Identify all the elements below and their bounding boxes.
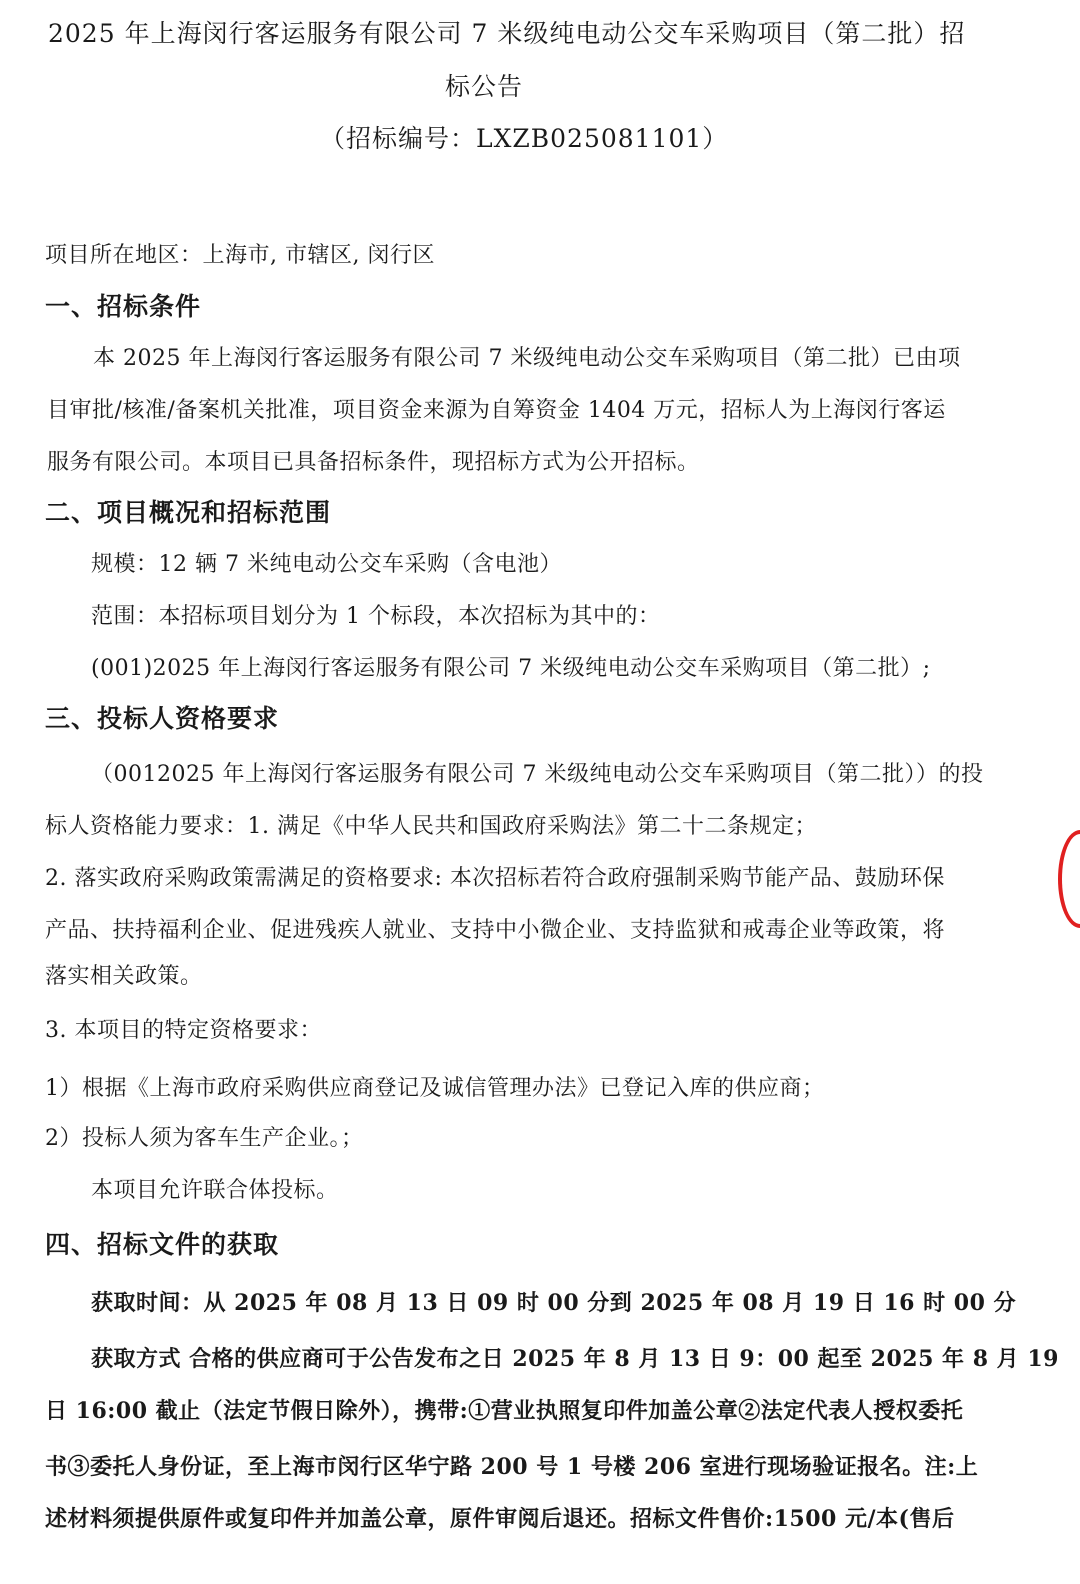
section-3-line-1: （0012025 年上海闵行客运服务有限公司 7 米级纯电动公交车采购项目（第二批））的投	[91, 762, 984, 787]
section-3-line-7: 1）根据《上海市政府采购供应商登记及诚信管理办法》已登记入库的供应商；	[45, 1076, 825, 1101]
section-3-line-8: 2）投标人须为客车生产企业。；	[45, 1126, 364, 1151]
document-title-line-1: 2025 年上海闵行客运服务有限公司 7 米级纯电动公交车采购项目（第二批）招	[48, 19, 966, 48]
section-3-line-6: 3. 本项目的特定资格要求：	[45, 1018, 322, 1043]
section-3-line-3: 2. 落实政府采购政策需满足的资格要求: 本次招标若符合政府强制采购节能产品、鼓励环保	[45, 866, 945, 891]
section-3-line-4: 产品、扶持福利企业、促进残疾人就业、支持中小微企业、支持监狱和戒毒企业等政策，将	[45, 918, 946, 943]
section-1-line-3: 服务有限公司。本项目已具备招标条件，现招标方式为公开招标。	[47, 450, 700, 475]
section-3-line-5: 落实相关政策。	[45, 964, 203, 989]
section-4-heading: 四、招标文件的获取	[45, 1230, 280, 1259]
acquisition-method-line-3: 书③委托人身份证，至上海市闵行区华宁路 200 号 1 号楼 206 室进行现场验证报名。注:上	[45, 1454, 979, 1480]
acquisition-method-line-2: 日 16:00 截止（法定节假日除外），携带:①营业执照复印件加盖公章②法定代表人授权委托	[45, 1398, 964, 1424]
project-scale: 规模：12 辆 7 米纯电动公交车采购（含电池）	[91, 552, 562, 577]
acquisition-method-line-4: 述材料须提供原件或复印件并加盖公章，原件审阅后退还。招标文件售价:1500 元/本(售后	[45, 1506, 955, 1532]
section-3-line-9: 本项目允许联合体投标。	[91, 1178, 339, 1203]
tender-code: （招标编号：LXZB025081101）	[320, 124, 729, 153]
section-1-line-2: 目审批/核准/备案机关批准，项目资金来源为自筹资金 1404 万元，招标人为上海闵行客运	[47, 398, 946, 423]
lot-item: (001)2025 年上海闵行客运服务有限公司 7 米级纯电动公交车采购项目（第二批）;	[91, 656, 931, 681]
red-seal-edge	[1058, 830, 1080, 928]
project-scope: 范围：本招标项目划分为 1 个标段，本次招标为其中的：	[91, 604, 661, 629]
acquisition-time: 获取时间：从 2025 年 08 月 13 日 09 时 00 分到 2025 年 08 月 19 日 16 时 00 分	[91, 1290, 1017, 1316]
section-1-line-1: 本 2025 年上海闵行客运服务有限公司 7 米级纯电动公交车采购项目（第二批）已由项	[93, 346, 961, 371]
section-3-heading: 三、投标人资格要求	[45, 704, 280, 733]
document-title-line-2: 标公告	[445, 72, 524, 101]
section-3-line-2: 标人资格能力要求：1. 满足《中华人民共和国政府采购法》第二十二条规定；	[45, 814, 817, 839]
acquisition-method-line-1: 获取方式 合格的供应商可于公告发布之日 2025 年 8 月 13 日 9：00 起至 2025 年 8 月 19	[91, 1346, 1059, 1372]
section-2-heading: 二、项目概况和招标范围	[45, 498, 332, 527]
project-location: 项目所在地区：上海市, 市辖区, 闵行区	[45, 243, 435, 268]
section-1-heading: 一、招标条件	[45, 292, 202, 321]
